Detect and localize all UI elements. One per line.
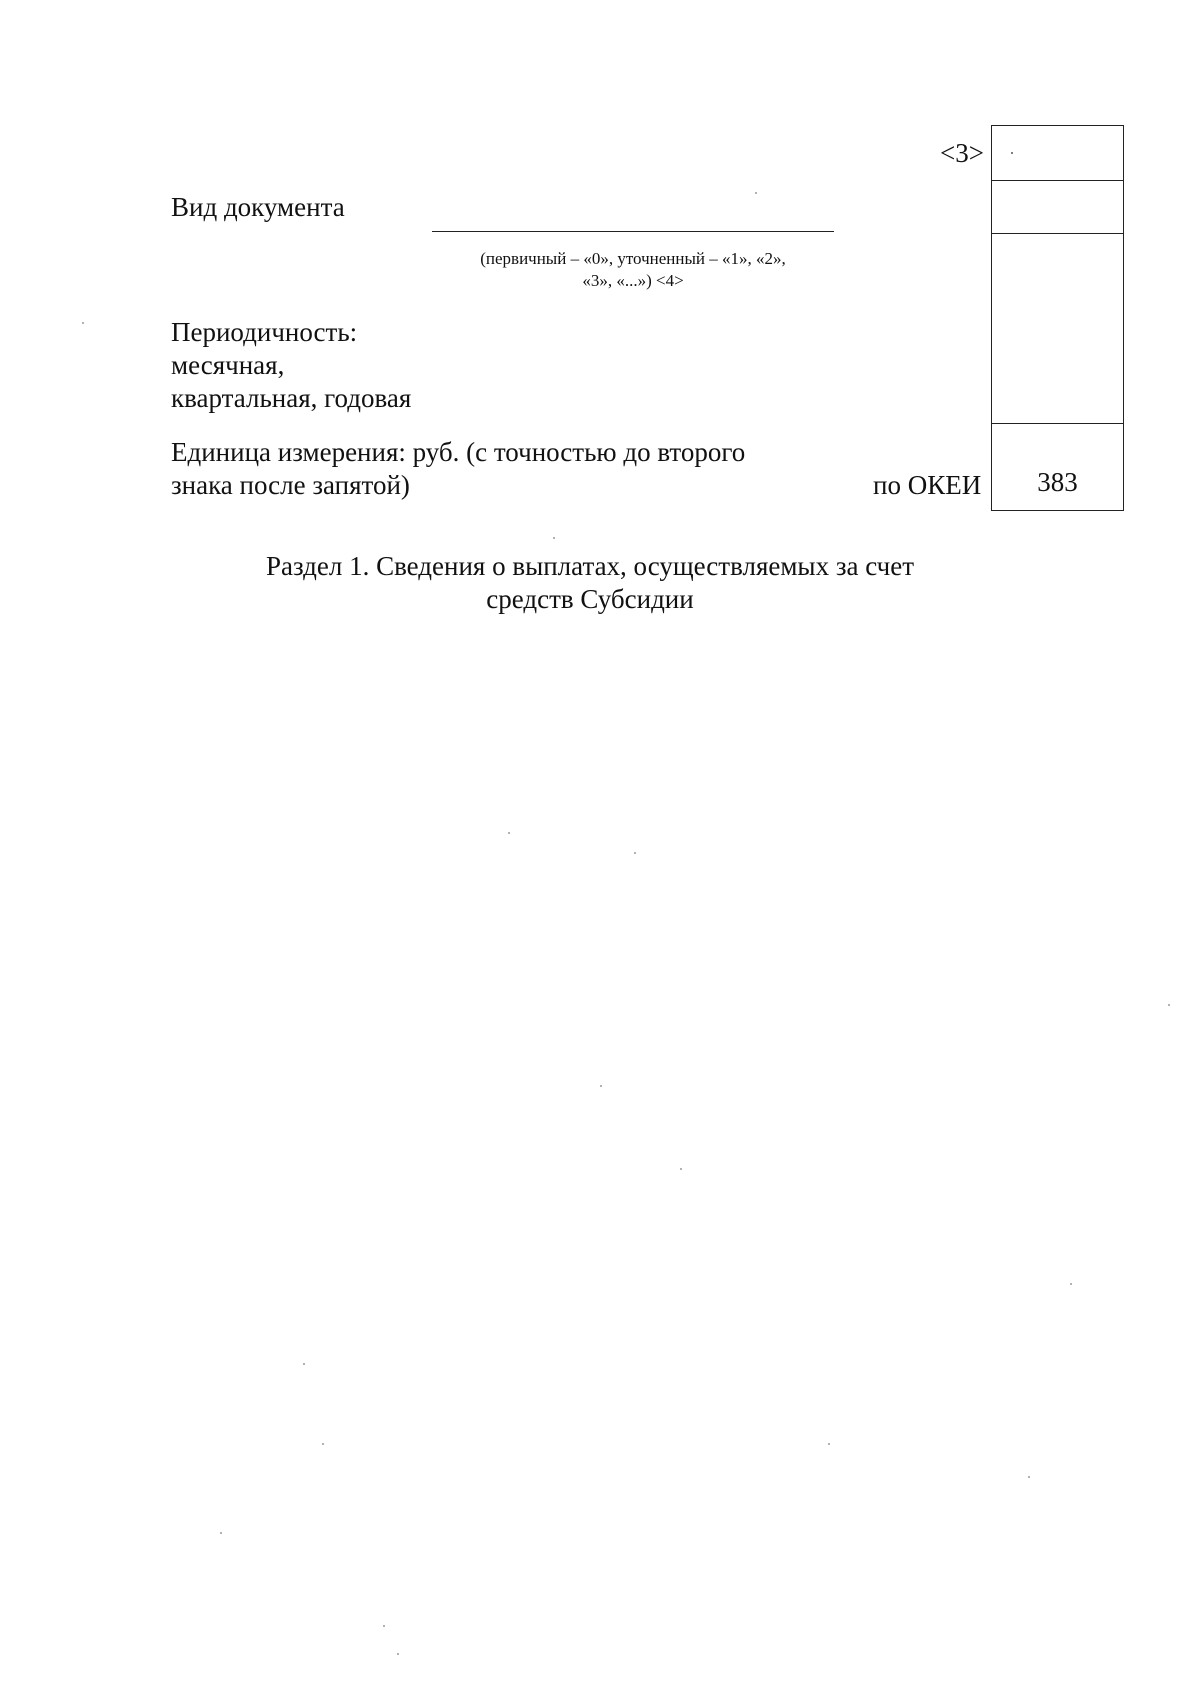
doc-type-hint-line2: «3», «...») <4> [582,271,684,290]
scan-dot [1011,152,1013,154]
scan-speck [600,1085,602,1087]
periodicity-title: Периодичность: [171,317,358,347]
scan-speck [1028,1476,1030,1478]
codes-table [991,125,1124,511]
scan-speck [82,322,84,324]
scan-speck [508,832,510,834]
scan-speck [1168,1004,1170,1006]
scan-speck [397,1653,399,1655]
scan-speck [383,1625,385,1627]
scan-speck [220,1532,222,1534]
scan-speck [303,1363,305,1365]
footnote-marker-3: <3> [940,138,984,168]
section-heading-line1: Раздел 1. Сведения о выплатах, осуществляемых за счет [265,551,915,581]
periodicity-block [171,316,411,415]
scan-speck [553,537,555,539]
scan-speck [1070,1283,1072,1285]
scan-speck [755,192,757,194]
code-cell-doc-type [992,180,1123,233]
code-cell-periodicity [992,233,1123,423]
code-cell-marker [992,126,1123,180]
scan-speck [322,1443,324,1445]
doc-type-hint [432,248,834,292]
doc-type-label: Вид документа [171,192,345,222]
scan-speck [828,1443,830,1445]
periodicity-monthly: месячная, [171,350,285,380]
doc-type-underline [432,231,834,232]
unit-block [171,436,745,502]
okei-label: по ОКЕИ [873,470,982,500]
doc-type-hint-line1: (первичный – «0», уточненный – «1», «2», [480,249,786,268]
code-cell-okei [992,423,1123,510]
scan-speck [634,852,636,854]
periodicity-quarterly-yearly: квартальная, годовая [171,383,412,413]
scan-speck [680,1168,682,1170]
okei-code-value: 383 [1037,467,1078,497]
unit-line1: Единица измерения: руб. (с точностью до второго [171,437,746,467]
section-heading [180,550,1000,616]
section-heading-line2: средств Субсидии [486,584,694,614]
unit-line2: знака после запятой) [171,470,410,500]
